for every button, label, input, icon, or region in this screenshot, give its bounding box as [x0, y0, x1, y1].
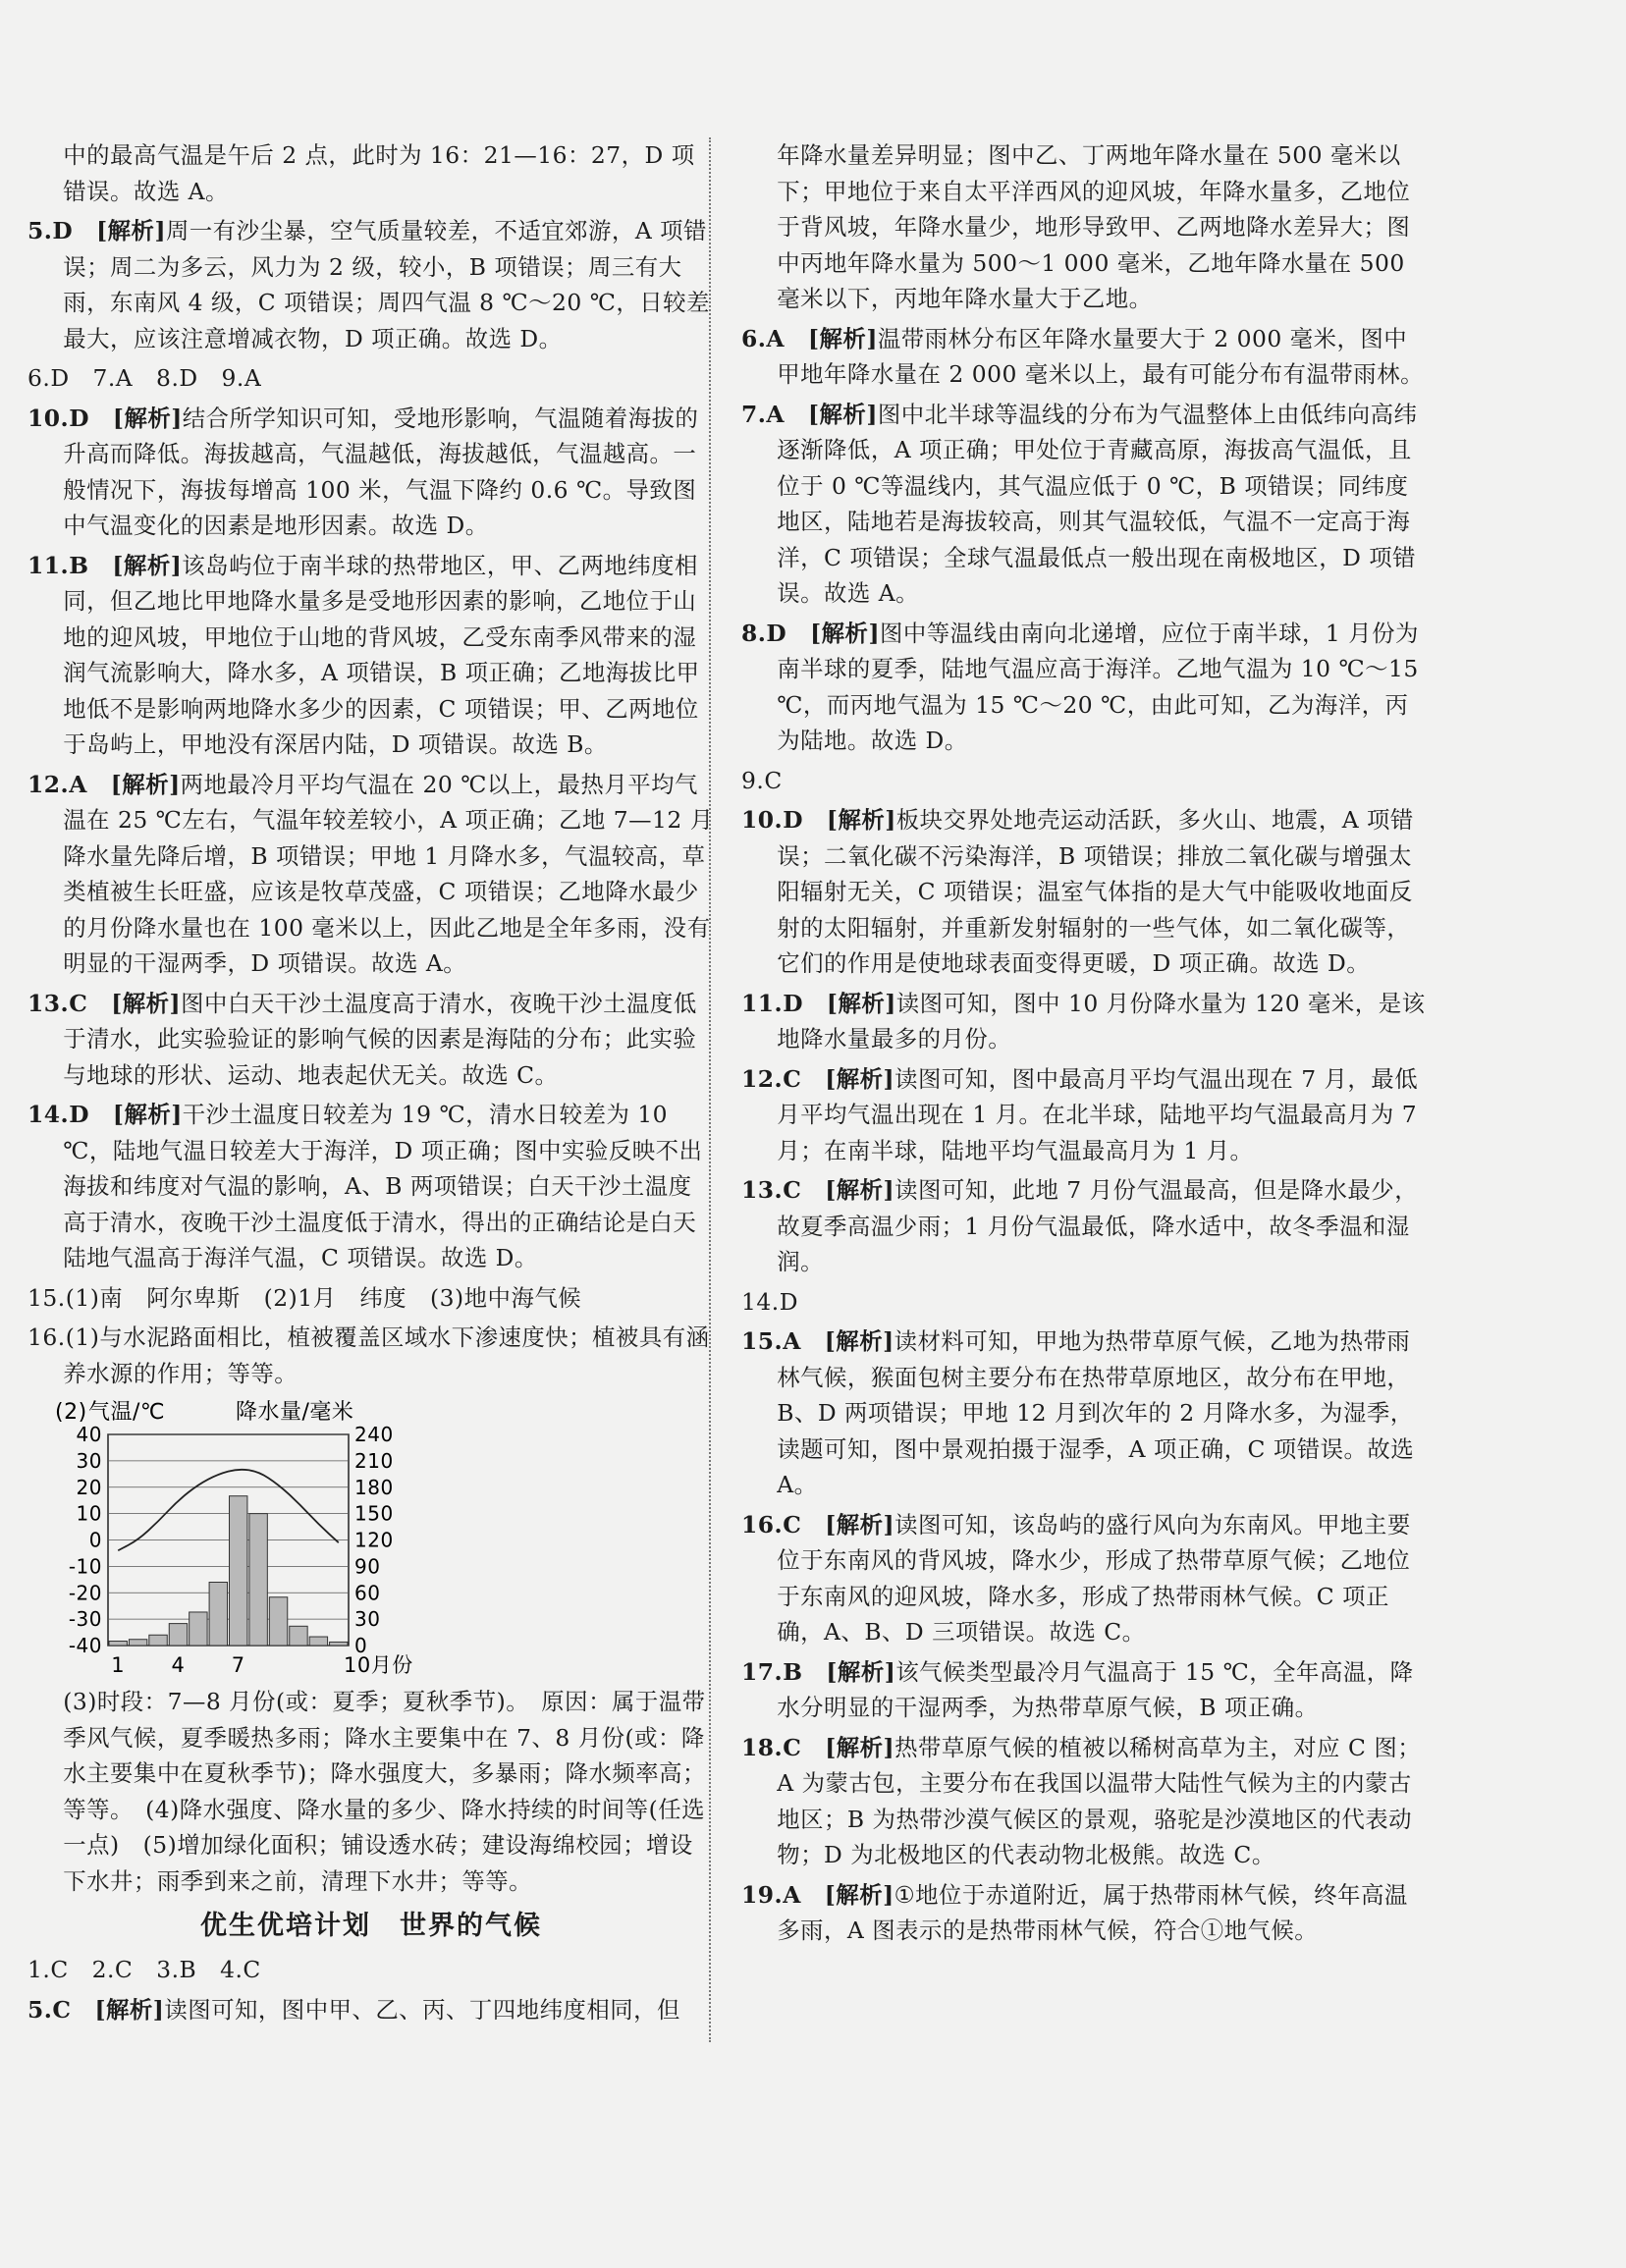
- analysis-tag: [解析]: [110, 770, 181, 798]
- analysis-tag: [解析]: [111, 989, 182, 1017]
- answer-number: 12.A: [27, 770, 87, 798]
- analysis-text: 温带雨林分布区年降水量要大于 2 000 毫米，图中甲地年降水量在 2 000 毫米以上，最有可能分布有温带雨林。: [777, 324, 1424, 388]
- answer-item: [741, 1877, 1429, 1949]
- answer-item: [27, 767, 715, 982]
- analysis-tag: [解析]: [96, 217, 167, 244]
- analysis-tag: [解析]: [826, 806, 896, 834]
- y-right-tick-label: 120: [354, 1528, 394, 1552]
- x-tick-label: 1: [111, 1653, 126, 1677]
- answer-item: 6.D 7.A 8.D 9.A: [27, 364, 262, 392]
- answer-item: [741, 1507, 1429, 1650]
- y-right-tick-label: 210: [354, 1448, 394, 1473]
- analysis-text: 图中白天干沙土温度高于清水，夜晚干沙土温度低于清水，此实验验证的影响气候的因素是海陆的分布；此实验与地球的形状、运动、地表起伏无关。故选 C。: [63, 989, 697, 1089]
- analysis-tag: [解析]: [825, 1733, 895, 1761]
- answer-item: [741, 616, 1429, 759]
- precipitation-bar: [129, 1640, 146, 1646]
- answer-item: (3)时段：7—8 月份(或：夏季；夏秋季节)。 原因：属于温带季风气候，夏季暖热多雨；降水主要集中在 7、8 月份(或：降水主要集中在夏秋季节)；降水强度大，多暴雨；降水频率高；等等。 (4)降水强度、降水量的多少、降水持续的时间等(任选一点) (5)增加绿化面积；铺设透水砖；建设海绵校园；增设下水井；雨季到来之前，清理下水井；等等。: [63, 1688, 706, 1895]
- analysis-text: 干沙土温度日较差为 19 ℃，清水日较差为 10 ℃，陆地气温日较差大于海洋，D 项正确；图中实验反映不出海拔和纬度对气温的影响，A、B 两项错误；白天干沙土温度高于清水，夜晚干沙土温度低于清水，得出的正确结论是白天陆地气温高于海洋气温，C 项错误。故选 D。: [63, 1101, 703, 1271]
- precipitation-bar: [209, 1583, 227, 1647]
- analysis-text: 读图可知，此地 7 月份气温最高，但是降水最少，故夏季高温少雨；1 月份气温最低，降水适中，故冬季温和湿润。: [777, 1176, 1419, 1275]
- precipitation-bar: [269, 1597, 287, 1646]
- y-right-axis-label: 降水量/毫米: [236, 1400, 354, 1425]
- analysis-text: 图中北半球等温线的分布为气温整体上由低纬向高纬逐渐降低，A 项正确；甲处位于青藏高原，海拔高气温低，且位于 0 ℃等温线内，其气温应低于 0 ℃，B 项错误；同纬度地区，陆地若是海拔较高，则其气温较低，气温不一定高于海洋，C 项错误；全球气温最低点一般出现在南极地区，D 项错误。故选 A。: [777, 400, 1418, 607]
- y-left-tick-label: 0: [88, 1528, 102, 1552]
- precipitation-bar: [309, 1637, 327, 1646]
- answer-number: 13.C: [27, 989, 88, 1017]
- analysis-text: 读图可知，图中甲、乙、丙、丁四地纬度相同，但: [164, 1995, 680, 2024]
- analysis-tag: [解析]: [112, 404, 183, 432]
- precipitation-bar: [169, 1624, 187, 1646]
- analysis-tag: [解析]: [824, 1327, 894, 1355]
- precipitation-bar: [230, 1496, 247, 1646]
- y-left-tick-label: -30: [68, 1607, 102, 1632]
- answer-item: [741, 1061, 1429, 1169]
- y-right-tick-label: 0: [354, 1634, 368, 1657]
- answer-item: [27, 986, 715, 1094]
- analysis-tag: [解析]: [112, 1101, 183, 1128]
- y-left-tick-label: 20: [76, 1475, 102, 1499]
- y-left-tick-label: -20: [68, 1581, 102, 1605]
- x-tick-label: 4: [171, 1653, 186, 1677]
- analysis-text: 热带草原气候的植被以稀树高草为主，对应 C 图；A 为蒙古包，主要分布在我国以温带大陆性气候为主的内蒙古地区；B 为热带沙漠气候区的景观，骆驼是沙漠地区的代表动物；D 为北极地区的代表动物北极熊。故选 C。: [777, 1733, 1422, 1868]
- section-title: 优生优培计划 世界的气候: [200, 1911, 542, 1941]
- answer-number: 8.D: [741, 619, 787, 647]
- analysis-text: 板块交界处地壳运动活跃，多火山、地震，A 项错误；二氧化碳不污染海洋，B 项错误；排放二氧化碳与增强太阳辐射无关，C 项错误；温室气体指的是大气中能吸收地面反射的太阳辐射，并重新发射辐射的一些气体，如二氧化碳等，它们的作用是使地球表面变得更暖，D 项正确。故选 D。: [777, 806, 1414, 977]
- answer-number: 17.B: [741, 1657, 803, 1686]
- analysis-text: 读材料可知，甲地为热带草原气候，乙地为热带雨林气候，猴面包树主要分布在热带草原地区，故分布在甲地，B、D 两项错误；甲地 12 月到次年的 2 月降水多，为湿季，读题可知，图中景观拍摄于湿季，A 项正确，C 项错误。故选 A。: [777, 1327, 1415, 1498]
- analysis-text: 该岛屿位于南半球的热带地区，甲、乙两地纬度相同，但乙地比甲地降水量多是受地形因素的影响，乙地位于山地的迎风坡，甲地位于山地的背风坡，乙受东南季风带来的湿润气流影响大，降水多，A 项错误，B 项正确；乙地海拔比甲地低不是影响两地降水多少的因素，C 项错误；甲、乙两地位于岛屿上，甲地没有深居内陆，D 项错误。故选 B。: [63, 551, 700, 758]
- answer-number: 18.C: [741, 1733, 802, 1761]
- analysis-text: 结合所学知识可知，受地形影响，气温随着海拔的升高而降低。海拔越高，气温越低，海拔越低，气温越高。一般情况下，海拔每增高 100 米，气温下降约 0.6 ℃。导致图中气温变化的因素是地形因素。故选 D。: [63, 404, 699, 539]
- chart-part-label: (2): [55, 1400, 87, 1425]
- precipitation-bar: [190, 1612, 207, 1646]
- answer-number: 10.D: [741, 806, 803, 834]
- precipitation-bar: [109, 1642, 127, 1646]
- answer-number: 11.B: [27, 551, 89, 579]
- answer-item: [27, 1992, 715, 2028]
- left-continuation: 中的最高气温是午后 2 点，此时为 16：21—16：27，D 项错误。故选 A。: [63, 141, 695, 205]
- answer-number: 19.A: [741, 1880, 801, 1909]
- y-right-tick-label: 180: [354, 1475, 394, 1499]
- analysis-text: 读图可知，图中最高月平均气温出现在 7 月，最低月平均气温出现在 1 月。在北半球，陆地平均气温最高月为 7 月；在南半球，陆地平均气温最高月为 1 月。: [777, 1064, 1419, 1164]
- analysis-text: 图中等温线由南向北递增，应位于南半球，1 月份为南半球的夏季，陆地气温应高于海洋。乙地气温为 10 ℃～15 ℃，而丙地气温为 15 ℃～20 ℃，由此可知，乙为海洋，丙为陆地。故选 D。: [777, 619, 1419, 754]
- analysis-tag: [解析]: [807, 400, 878, 428]
- analysis-text: 读图可知，该岛屿的盛行风向为东南风。甲地主要位于东南风的背风坡，降水少，形成了热带草原气候；乙地位于东南风的迎风坡，降水多，形成了热带雨林气候。C 项正确，A、B、D 三项错误。故选 C。: [777, 1510, 1411, 1646]
- answer-item: [27, 1097, 715, 1276]
- analysis-tag: [解析]: [112, 551, 183, 579]
- precipitation-bar: [149, 1635, 167, 1646]
- analysis-tag: [解析]: [94, 1995, 165, 2024]
- analysis-text: 读图可知，图中 10 月份降水量为 120 毫米，是该地降水量最多的月份。: [777, 989, 1426, 1053]
- answer-item: 14.D: [741, 1287, 798, 1316]
- analysis-tag: [解析]: [825, 1064, 895, 1093]
- y-left-axis-label: 气温/℃: [88, 1400, 166, 1425]
- answer-item: [27, 213, 715, 356]
- precipitation-bar: [330, 1642, 348, 1646]
- answer-number: 5.C: [27, 1995, 72, 2024]
- answer-item: 9.C: [741, 766, 783, 794]
- analysis-tag: [解析]: [825, 1510, 895, 1539]
- analysis-tag: [解析]: [824, 1880, 894, 1909]
- answer-item: 15.(1)南 阿尔卑斯 (2)1月 纬度 (3)地中海气候: [27, 1283, 582, 1312]
- x-tick-label: 7: [231, 1653, 245, 1677]
- analysis-text: 两地最冷月平均气温在 20 ℃以上，最热月平均气温在 25 ℃左右，气温年较差较小，A 项正确；乙地 7—12 月降水量先降后增，B 项错误；甲地 1 月降水多，气温较高，草类植被生长旺盛，应该是牧草茂盛，C 项错误；乙地降水最少的月份降水量也在 100 毫米以上，因此乙地是全年多雨，没有明显的干湿两季，D 项错误。故选 A。: [63, 770, 714, 977]
- answer-item: [27, 401, 715, 544]
- precipitation-bar: [249, 1514, 267, 1646]
- analysis-text: 周一有沙尘暴，空气质量较差，不适宜郊游，A 项错误；周二为多云，风力为 2 级，较小，B 项错误；周三有大雨，东南风 4 级，C 项错误；周四气温 8 ℃～20 ℃，日较差最大，应该注意增减衣物，D 项正确。故选 D。: [63, 217, 710, 352]
- y-right-tick-label: 90: [354, 1554, 381, 1579]
- answer-number: 5.D: [27, 217, 74, 244]
- right-column: [741, 137, 1429, 1953]
- answer-number: 13.C: [741, 1176, 802, 1204]
- answer-number: 6.A: [741, 324, 786, 352]
- answer-item: 16.(1)与水泥路面相比，植被覆盖区域水下渗速度快；植被具有涵养水源的作用；等等。: [27, 1323, 710, 1387]
- analysis-tag: [解析]: [826, 1657, 896, 1686]
- y-left-tick-label: -40: [68, 1634, 102, 1657]
- answer-item: [741, 1730, 1429, 1873]
- answer-item: [741, 397, 1429, 612]
- climate-chart-svg: [49, 1395, 442, 1680]
- answer-item: [741, 802, 1429, 982]
- analysis-text: ①地位于赤道附近，属于热带雨林气候，终年高温多雨，A 图表示的是热带雨林气候，符合①地气候。: [777, 1880, 1408, 1944]
- answer-number: 10.D: [27, 404, 89, 432]
- answer-item: [741, 321, 1429, 393]
- answer-item: 1.C 2.C 3.B 4.C: [27, 1956, 261, 1983]
- answer-number: 15.A: [741, 1327, 801, 1355]
- y-left-tick-label: -10: [68, 1554, 102, 1579]
- answer-item: [741, 1654, 1429, 1726]
- y-left-tick-label: 40: [76, 1423, 102, 1446]
- y-left-tick-label: 30: [76, 1448, 102, 1473]
- answer-number: 11.D: [741, 989, 803, 1017]
- y-right-tick-label: 240: [354, 1423, 394, 1446]
- precipitation-bar: [290, 1626, 307, 1646]
- y-right-tick-label: 60: [354, 1581, 381, 1605]
- answer-item: [741, 1323, 1429, 1503]
- analysis-tag: [解析]: [825, 1176, 895, 1204]
- y-right-tick-label: 150: [354, 1501, 394, 1526]
- analysis-tag: [解析]: [826, 989, 896, 1017]
- climate-chart: [49, 1395, 442, 1680]
- answer-item: [741, 1172, 1429, 1280]
- answer-item: [27, 548, 715, 763]
- answer-number: 7.A: [741, 400, 786, 428]
- chart-plot-area: [69, 1423, 394, 1677]
- analysis-tag: [解析]: [810, 619, 881, 647]
- right-continuation: 年降水量差异明显；图中乙、丁两地年降水量在 500 毫米以下；甲地位于来自太平洋西风的迎风坡，年降水量多，乙地位于背风坡，年降水量少，地形导致甲、乙两地降水差异大；图中丙地年降水量为 500～1 000 毫米，乙地年降水量在 500 毫米以下，丙地年降水量大于乙地。: [777, 141, 1411, 312]
- analysis-text: 该气候类型最冷月气温高于 15 ℃，全年高温，降水分明显的干湿两季，为热带草原气候，B 项正确。: [777, 1657, 1414, 1721]
- left-column: [27, 137, 715, 2031]
- y-right-tick-label: 30: [354, 1607, 381, 1632]
- x-axis-label: 10月份: [344, 1653, 413, 1677]
- y-left-tick-label: 10: [76, 1501, 102, 1526]
- answer-item: [741, 986, 1429, 1057]
- answer-number: 12.C: [741, 1064, 802, 1093]
- temperature-line: [118, 1470, 339, 1550]
- answer-number: 16.C: [741, 1510, 802, 1539]
- analysis-tag: [解析]: [807, 324, 878, 352]
- answer-number: 14.D: [27, 1101, 89, 1128]
